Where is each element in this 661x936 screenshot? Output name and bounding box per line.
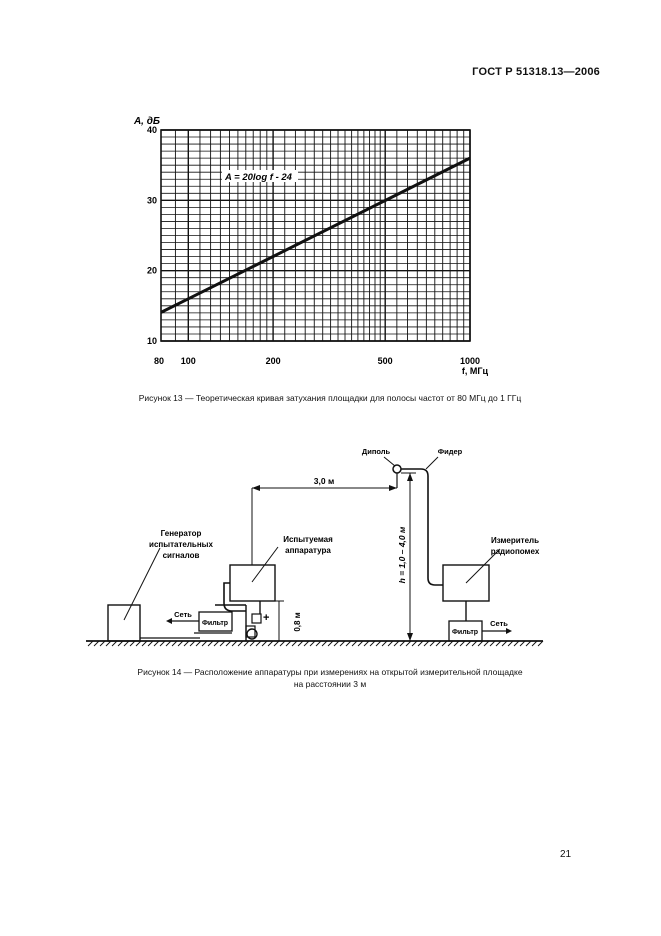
distance-label: 3,0 м bbox=[313, 476, 335, 486]
plus-sign: + bbox=[263, 612, 270, 624]
x-tick-label: 500 bbox=[377, 356, 393, 366]
figure14-caption-line2: на расстоянии 3 м bbox=[293, 679, 367, 689]
mains-left-arrow bbox=[166, 618, 172, 624]
feeder-label: Фидер bbox=[437, 447, 463, 456]
mains-right-label: Сеть bbox=[490, 619, 508, 628]
figure14-caption-line1: Рисунок 14 — Расположение аппаратуры при измерениях на открытой измерительной площадке bbox=[137, 667, 523, 677]
curve-formula: A = 20log f - 24 bbox=[225, 172, 292, 183]
mains-left-label: Сеть bbox=[174, 610, 192, 619]
generator-label-2: испытательных bbox=[149, 540, 213, 549]
figure14-caption bbox=[60, 666, 600, 690]
terminal-box bbox=[252, 614, 261, 623]
mains-right-arrow bbox=[506, 628, 512, 634]
page-number: 21 bbox=[560, 849, 572, 860]
generator-leader bbox=[124, 548, 160, 620]
receiver-label-2: радиопомех bbox=[490, 547, 540, 556]
table-height-label: 0,8 м bbox=[293, 612, 302, 632]
dipole-symbol bbox=[393, 465, 401, 473]
filter-right-label: Фильтр bbox=[451, 629, 479, 636]
y-tick-label: 40 bbox=[146, 125, 157, 135]
antenna-height-label: h = 1,0 – 4,0 м bbox=[397, 526, 407, 584]
x-tick-label: 100 bbox=[180, 356, 196, 366]
eut-box bbox=[230, 565, 275, 601]
eut-label-2: аппаратура bbox=[285, 546, 331, 555]
y-tick-label: 20 bbox=[146, 265, 157, 276]
y-axis-label: A, дБ bbox=[133, 116, 160, 127]
generator-box bbox=[108, 605, 140, 641]
dipole-label: Диполь bbox=[361, 447, 391, 456]
document-header: ГОСТ Р 51318.13—2006 bbox=[472, 66, 600, 78]
eut-label-1: Испытуемая bbox=[283, 535, 333, 544]
y-tick-label: 10 bbox=[146, 336, 157, 346]
ground bbox=[86, 641, 543, 646]
x-tick-label: 200 bbox=[265, 356, 281, 366]
x-axis-label: f, МГц bbox=[461, 366, 488, 376]
filter-left-label: Фильтр bbox=[201, 620, 229, 627]
generator-label-1: Генератор bbox=[160, 529, 202, 538]
generator-label-3: сигналов bbox=[162, 551, 200, 560]
figure13-caption: Рисунок 13 — Теоретическая кривая затухания площадки для полосы частот от 80 МГц до 1 ГГц bbox=[138, 393, 522, 403]
y-tick-label: 30 bbox=[146, 195, 157, 206]
receiver-label-1: Измеритель bbox=[490, 536, 540, 545]
eut-cable bbox=[224, 583, 246, 611]
feeder-cable bbox=[401, 469, 443, 585]
x-tick-label: 1000 bbox=[459, 356, 481, 366]
x-tick-label: 80 bbox=[153, 356, 165, 366]
